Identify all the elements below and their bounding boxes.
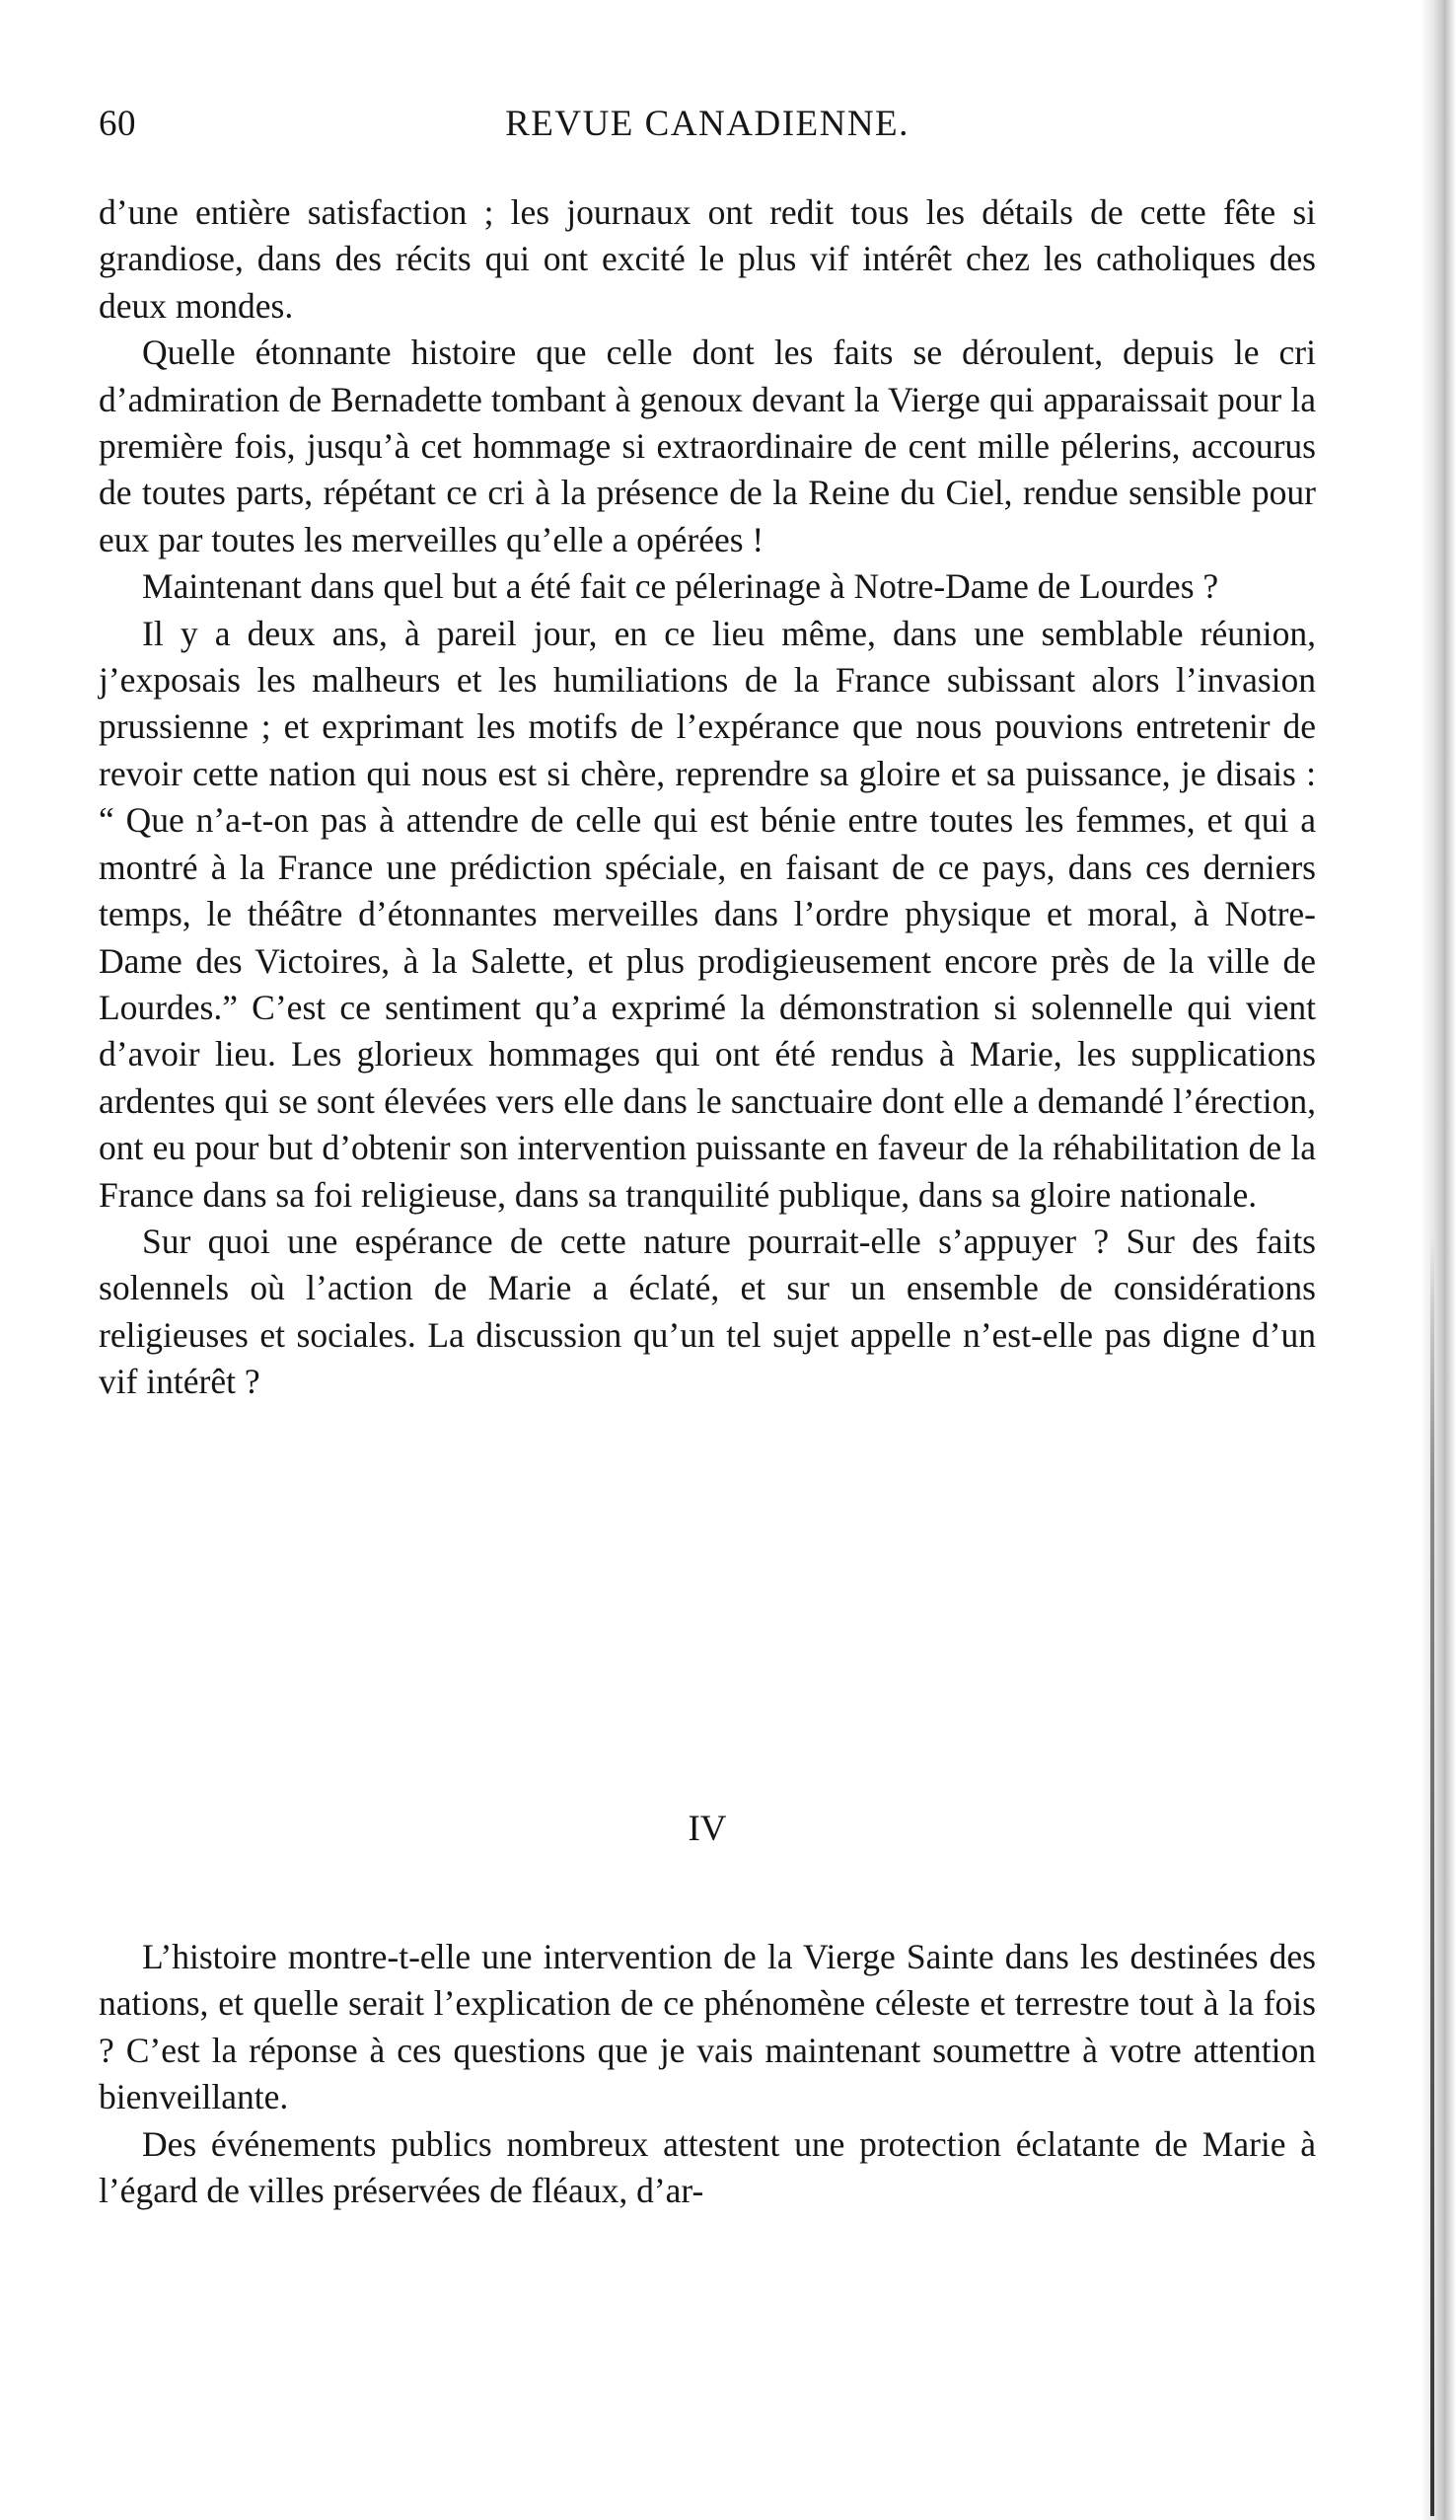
paragraph: Maintenant dans quel but a été fait ce pélerinage à Notre-Dame de Lourdes ? [142, 566, 1219, 607]
paragraph: L’histoire montre-t-elle une intervention de la Vierge Sainte dans les destinées des nations, et quelle serait l’explication de ce phénomène céleste et terrestre tout à la fois ? C’est la réponse à ces questions que je vais maintenant soumettre à votre attention bienveillante. [99, 1937, 1316, 2117]
paragraph: Quelle étonnante histoire que celle dont les faits se déroulent, depuis le cri d’admiration de Bernadette tombant à genoux devant la Vierge qui apparaissait pour la première fois, jusqu’à cet hommage si extraordinaire de cent mille pélerins, accourus de toutes parts, répétant ce cri à la présence de la Reine du Ciel, rendue sensible pour eux par toutes les merveilles qu’elle a opérées ! [99, 333, 1316, 559]
paragraph: Il y a deux ans, à pareil jour, en ce lieu même, dans une semblable réunion, j’exposais les malheurs et les humiliations de la France subissant alors l’invasion prussienne ; et exprimant les motifs de l’expérance que nous pouvions entretenir de revoir cette nation qui nous est si chère, reprendre sa gloire et sa puissance, je disais : “ Que n’a-t-on pas à attendre de celle qui est bénie entre toutes les femmes, et qui a montré à la France une prédiction spéciale, en faisant de ce pays, dans ces derniers temps, le théâtre d’étonnantes merveilles dans l’ordre physique et moral, à Notre-Dame des Victoires, à la Salette, et plus prodigieusement encore près de la ville de Lourdes.” C’est ce sentiment qu’a exprimé la démonstration si solennelle qui vient d’avoir lieu. Les glorieux hommages qui ont été rendus à Marie, les supplications ardentes qui se sont élevées vers elle dans le sanctuaire dont elle a demandé l’érection, ont eu pour but d’obtenir son intervention puissante en faveur de la réhabilitation de la France dans sa foi religieuse, dans sa tranquilité publique, dans sa gloire nationale. [99, 613, 1316, 1215]
paragraph-continued: d’une entière satisfaction ; les journaux ont redit tous les détails de cette fête si grandiose, dans des récits qui ont excité le plus vif intérêt chez les catholiques des deux mondes. [99, 192, 1316, 326]
body-text-after-section [99, 1934, 1316, 2214]
section-heading: IV [688, 1809, 727, 1849]
paragraph: Sur quoi une espérance de cette nature pourrait-elle s’appuyer ? Sur des faits solennels où l’action de Marie a éclaté, et sur un ensemble de considérations religieuses et sociales. La discussion qu’un tel sujet appelle n’est-elle pas digne d’un vif intérêt ? [99, 1221, 1316, 1402]
page-edge-shadow [1377, 0, 1456, 2520]
paragraph: Des événements publics nombreux attestent une protection éclatante de Marie à l’égard de villes préservées de fléaux, d’ar- [99, 2123, 1316, 2211]
body-text-before-section [99, 189, 1316, 1406]
running-title: REVUE CANADIENNE. [505, 104, 910, 144]
running-head [99, 103, 1316, 162]
binding-edge-mark [1430, 1233, 1434, 2516]
page-number: 60 [99, 104, 136, 144]
